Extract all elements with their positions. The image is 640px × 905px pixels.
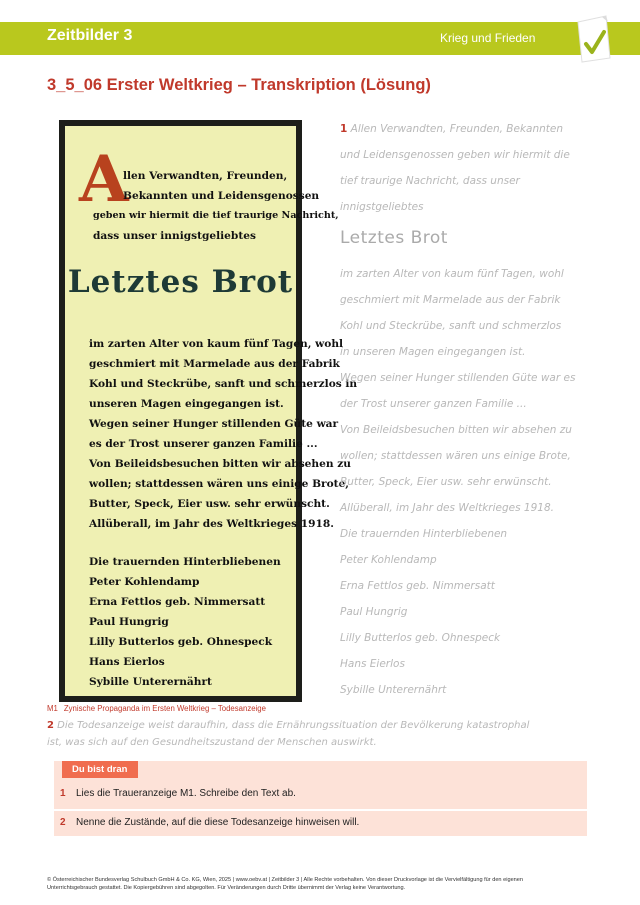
transcription-line: Allüberall, im Jahr des Weltkrieges 1918. <box>340 502 554 514</box>
notice-line: Allüberall, im Jahr des Weltkrieges 1918. <box>89 518 334 530</box>
worksheet-logo-icon <box>572 14 612 64</box>
notice-headline: Letztes Brot <box>67 264 294 300</box>
series-title: Zeitbilder 3 <box>47 27 133 44</box>
notice-line: Paul Hungrig <box>89 616 169 628</box>
notice-line: geben wir hiermit die tief traurige Nachricht, <box>93 210 339 221</box>
copyright-footer <box>47 876 607 892</box>
footer-line: Unterrichtsgebrauch gestattet. Die Kopiergebühren sind abgegolten. Für Veränderungen durch Dritte übernimmt der Verlag keine Verantwortung. <box>47 885 406 892</box>
transcription-line: Butter, Speck, Eier usw. sehr erwünscht. <box>340 476 552 488</box>
caption-label: M1 <box>47 704 58 713</box>
figure-caption <box>47 704 266 713</box>
task-number: 2 <box>60 817 66 828</box>
task-text: Lies die Traueranzeige M1. Schreibe den Text ab. <box>76 788 296 799</box>
notice-line: dass unser innigstgeliebtes <box>93 230 256 242</box>
transcription-line: der Trost unserer ganzen Familie ... <box>340 398 527 410</box>
notice-line: Von Beileidsbesuchen bitten wir absehen zu <box>89 458 351 470</box>
page-header <box>0 0 640 60</box>
notice-line: Sybille Unterernährt <box>89 676 212 688</box>
transcription-line: Lilly Butterlos geb. Ohnespeck <box>340 632 501 644</box>
notice-line: wollen; stattdessen wären uns einige Brote, <box>89 478 349 490</box>
answer-2-line: ist, was sich auf den Gesundheitszustand der Menschen auswirkt. <box>47 737 377 748</box>
task-number: 1 <box>60 788 66 799</box>
page-title: 3_5_06 Erster Weltkrieg – Transkription (Lösung) <box>47 76 431 94</box>
task-divider <box>54 809 587 811</box>
notice-line: Die trauernden Hinterbliebenen <box>89 556 281 568</box>
notice-line: Wegen seiner Hunger stillenden Güte war <box>89 418 339 430</box>
notice-line: Erna Fettlos geb. Nimmersatt <box>89 596 266 608</box>
notice-line: Bekannten und Leidensgenossen <box>123 190 320 202</box>
transcription-line: Peter Kohlendamp <box>340 554 437 566</box>
transcription-line: geschmiert mit Marmelade aus der Fabrik <box>340 294 561 306</box>
transcription-headline: Letztes Brot <box>340 228 448 248</box>
transcription-line: Kohl und Steckrübe, sanft und schmerzlos <box>340 320 562 332</box>
answer-number: 2 <box>47 720 54 731</box>
transcription-line: Sybille Unterernährt <box>340 684 447 696</box>
transcription-line: Wegen seiner Hunger stillenden Güte war es <box>340 372 576 384</box>
task-box <box>54 761 587 836</box>
notice-line: Peter Kohlendamp <box>89 576 200 588</box>
notice-paper <box>65 126 358 696</box>
notice-line: unseren Magen eingegangen ist. <box>89 398 284 410</box>
task-tab: Du bist dran <box>62 761 138 778</box>
notice-line: es der Trost unserer ganzen Familie ... <box>89 438 318 450</box>
transcription-line: in unseren Magen eingegangen ist. <box>340 346 526 358</box>
notice-line: llen Verwandten, Freunden, <box>123 170 288 182</box>
transcription-line: innigstgeliebtes <box>340 201 424 213</box>
transcription-line: und Leidensgenossen geben wir hiermit die <box>340 149 570 161</box>
notice-line: Lilly Butterlos geb. Ohnespeck <box>89 636 273 648</box>
notice-initial: A <box>79 142 129 217</box>
transcription-line: im zarten Alter von kaum fünf Tagen, wohl <box>340 268 564 280</box>
transcription-line: wollen; stattdessen wären uns einige Brote, <box>340 450 571 462</box>
footer-line: © Österreichischer Bundesverlag Schulbuch GmbH & Co. KG, Wien, 2025 | www.oebv.at | Zeitbilder 3 | Alle Rechte vorbehalten. Von dieser Druckvorlage ist die Vervielfältigung für den eigenen <box>47 877 524 883</box>
task-text: Nenne die Zustände, auf die diese Todesanzeige hinweisen will. <box>76 817 360 828</box>
transcription-line: Von Beileidsbesuchen bitten wir absehen zu <box>340 424 572 436</box>
death-notice-image <box>59 120 358 702</box>
transcription-line: Paul Hungrig <box>340 606 408 618</box>
notice-line: Kohl und Steckrübe, sanft und schmerzlos in <box>89 378 358 390</box>
answer-2-line <box>47 720 529 731</box>
caption-text: Zynische Propaganda im Ersten Weltkrieg – Todesanzeige <box>63 704 266 713</box>
transcription-line: tief traurige Nachricht, dass unser <box>340 175 520 187</box>
notice-line: im zarten Alter von kaum fünf Tagen, wohl <box>89 338 344 350</box>
notice-line: Butter, Speck, Eier usw. sehr erwünscht. <box>89 498 330 510</box>
transcription-line: Hans Eierlos <box>340 658 405 670</box>
transcription-line: Erna Fettlos geb. Nimmersatt <box>340 580 495 592</box>
notice-line: Hans Eierlos <box>89 656 165 668</box>
transcription-line: Die trauernden Hinterbliebenen <box>340 528 508 540</box>
answer-number: 1 <box>340 123 348 135</box>
transcription-line <box>340 123 563 135</box>
answer-2-text: Die Todesanzeige weist daraufhin, dass die Ernährungssituation der Bevölkerung katastrophal <box>57 720 530 731</box>
topic-label: Krieg und Frieden <box>440 31 536 45</box>
transcription-text: Allen Verwandten, Freunden, Bekannten <box>350 123 564 135</box>
notice-line: geschmiert mit Marmelade aus der Fabrik <box>89 358 340 370</box>
